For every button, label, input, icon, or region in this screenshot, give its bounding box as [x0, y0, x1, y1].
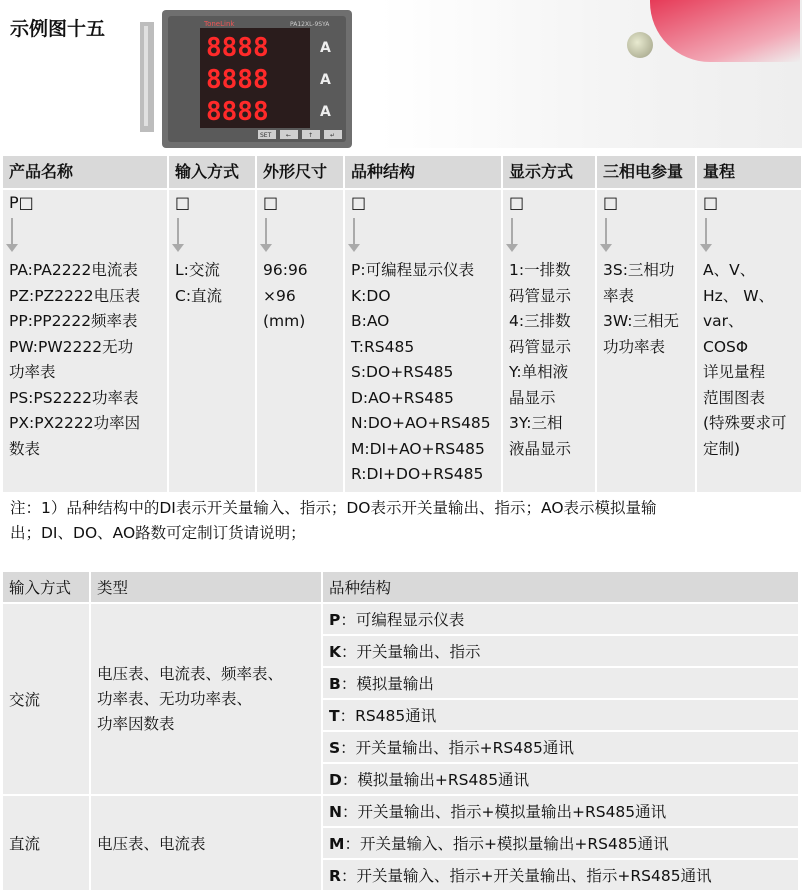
device-button-left: ← [286, 132, 292, 139]
th-structure: 品种结构 [322, 572, 799, 603]
table-row: K：开关量输出、指示 [322, 635, 799, 667]
code-product: P□ [3, 190, 167, 215]
th-type: 类型 [90, 572, 322, 603]
table-row: P：可编程显示仪表 [322, 603, 799, 635]
knob-decoration [627, 32, 653, 58]
device-brand: ToneLink [204, 20, 235, 28]
code-size: □ [257, 190, 343, 215]
device-model: PA12XL-9SYA [290, 21, 330, 28]
ac-types: 电压表、电流表、频率表、 功率表、无功功率表、 功率因数表 [90, 603, 322, 795]
header-three-phase: 三相电参量 [597, 156, 695, 188]
header-input-method: 输入方式 [169, 156, 255, 188]
body-three-phase: 3S:三相功 率表 3W:三相无 功功率表 [597, 214, 695, 492]
body-input-method: L:交流 C:直流 [169, 214, 255, 492]
code-display: □ [503, 190, 595, 215]
note-line-2: 出；DI、DO、AO路数可定制订货请说明； [10, 524, 306, 542]
code-three-phase: □ [597, 190, 695, 215]
unit-symbol-3: A [320, 104, 331, 120]
note-line-1: 注：1）品种结构中的DI表示开关量输入、指示；DO表示开关量输出、指示；AO表示模拟量输 [10, 499, 657, 517]
table-row: M：开关量输入、指示+模拟量输出+RS485通讯 [322, 827, 799, 859]
unit-symbol-1: A [320, 40, 331, 56]
body-range: A、V、 Hz、 W、 var、 COSΦ 详见量程 范围图表 (特殊要求可 定制) [697, 214, 801, 492]
header-structure: 品种结构 [345, 156, 501, 188]
code-input: □ [169, 190, 255, 215]
table-row: R：开关量输入、指示+开关量输出、指示+RS485通讯 [322, 859, 799, 891]
header-range: 量程 [697, 156, 801, 188]
dc-types: 电压表、电流表 [90, 795, 322, 891]
table-row: S：开关量输出、指示+RS485通讯 [322, 731, 799, 763]
types-table [3, 572, 800, 892]
device-button-enter: ↵ [330, 132, 336, 139]
display-row-3: 8888 [206, 97, 269, 127]
ac-input: 交流 [3, 603, 90, 795]
meter-device-image [140, 4, 375, 152]
dc-input: 直流 [3, 795, 90, 891]
table-row: T：RS485通讯 [322, 699, 799, 731]
device-button-up: ↑ [308, 132, 314, 139]
display-row-2: 8888 [206, 65, 269, 95]
body-size: 96:96 ×96 (mm) [257, 214, 343, 492]
body-structure: P:可编程显示仪表 K:DO B:AO T:RS485 S:DO+RS485 D:AO+RS485 N:DO+AO+RS485 M:DI+AO+RS485 R:DI+DO+RS485 [345, 214, 501, 492]
header-product-name: 产品名称 [3, 156, 167, 188]
body-display: 1:一排数 码管显示 4:三排数 码管显示 Y:单相液 晶显示 3Y:三相 液晶显示 [503, 214, 595, 492]
code-structure: □ [345, 190, 501, 215]
body-product-name: PA:PA2222电流表 PZ:PZ2222电压表 PP:PP2222频率表 PW:PW2222无功 功率表 PS:PS2222功率表 PX:PX2222功率因 数表 [3, 214, 167, 492]
structure-note [10, 496, 800, 546]
code-range: □ [697, 190, 801, 215]
table-row: B：模拟量输出 [322, 667, 799, 699]
header-display: 显示方式 [503, 156, 595, 188]
table-row: D：模拟量输出+RS485通讯 [322, 763, 799, 795]
device-button-set: SET [260, 132, 272, 139]
display-row-1: 8888 [206, 33, 269, 63]
header-size: 外形尺寸 [257, 156, 343, 188]
unit-symbol-2: A [320, 72, 331, 88]
th-input: 输入方式 [3, 572, 90, 603]
figure-title: 示例图十五 [10, 18, 106, 40]
table-row: N：开关量输出、指示+模拟量输出+RS485通讯 [322, 795, 799, 827]
